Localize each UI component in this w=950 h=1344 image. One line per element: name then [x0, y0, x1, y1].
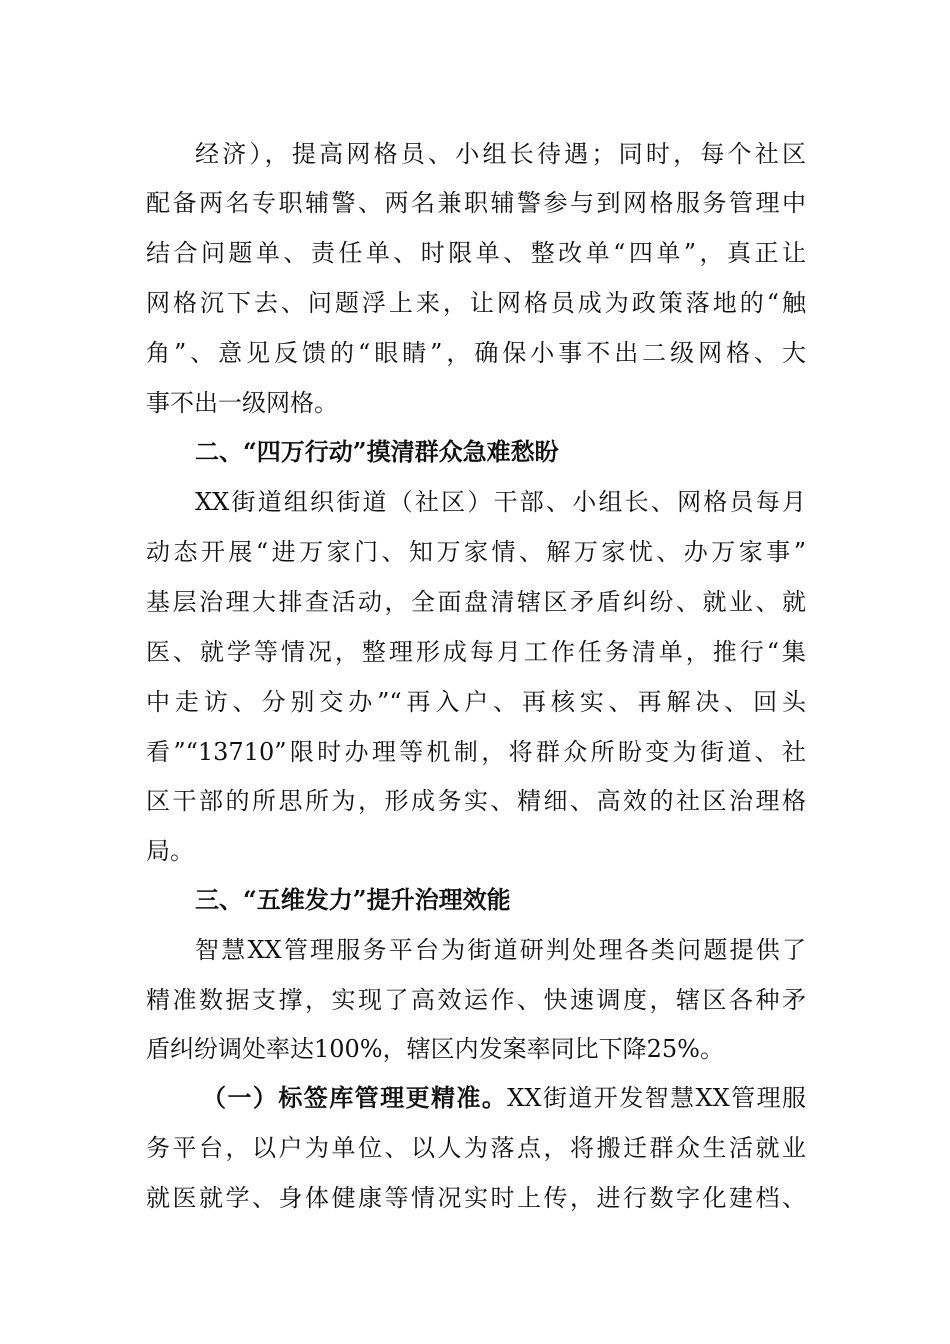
section-heading: 二、“四万行动”摸清群众急难愁盼	[195, 437, 559, 466]
paragraph-line: 就医就学、身体健康等情况实时上传，进行数字化建档、	[146, 1184, 806, 1212]
paragraph-line: XX街道组织街道（社区）干部、小组长、网格员每月	[195, 488, 806, 516]
paragraph-line: 网格沉下去、问题浮上来，让网格员成为政策落地的“触	[146, 289, 806, 317]
paragraph-line: 结合问题单、责任单、时限单、整改单“四单”，真正让	[146, 239, 806, 267]
subsection-lead: （一）标签库管理更精准。	[202, 1083, 508, 1112]
paragraph-line: 局。	[146, 837, 194, 865]
subsection-line	[202, 1083, 806, 1113]
paragraph-line: 基层治理大排查活动，全面盘清辖区矛盾纠纷、就业、就	[146, 588, 806, 616]
paragraph-line: 经济），提高网格员、小组长待遇；同时，每个社区	[195, 140, 806, 168]
paragraph-line: 动态开展“进万家门、知万家情、解万家忧、办万家事”	[146, 538, 806, 566]
paragraph-line: 事不出一级网格。	[146, 389, 338, 417]
paragraph-line: 看”“13710”限时办理等机制，将群众所盼变为街道、社	[146, 738, 806, 766]
paragraph-line: 盾纠纷调处率达100%，辖区内发案率同比下降25%。	[146, 1035, 724, 1063]
paragraph-line: 配备两名专职辅警、两名兼职辅警参与到网格服务管理中	[146, 189, 806, 217]
paragraph-line: 务平台，以户为单位、以人为落点，将搬迁群众生活就业	[146, 1134, 806, 1162]
paragraph-line: 中走访、分别交办”“再入户、再核实、再解决、回头	[146, 688, 806, 716]
paragraph-line: 角”、意见反馈的“眼睛”，确保小事不出二级网格、大	[146, 339, 806, 367]
paragraph-line: 精准数据支撑，实现了高效运作、快速调度，辖区各种矛	[146, 986, 806, 1014]
subsection-text: XX街道开发智慧XX管理服	[507, 1084, 806, 1112]
section-heading: 三、“五维发力”提升治理效能	[195, 885, 511, 914]
paragraph-line: 智慧XX管理服务平台为街道研判处理各类问题提供了	[195, 936, 806, 964]
paragraph-line: 医、就学等情况，整理形成每月工作任务清单，推行“集	[146, 638, 806, 666]
paragraph-line: 区干部的所思所为，形成务实、精细、高效的社区治理格	[146, 787, 806, 815]
